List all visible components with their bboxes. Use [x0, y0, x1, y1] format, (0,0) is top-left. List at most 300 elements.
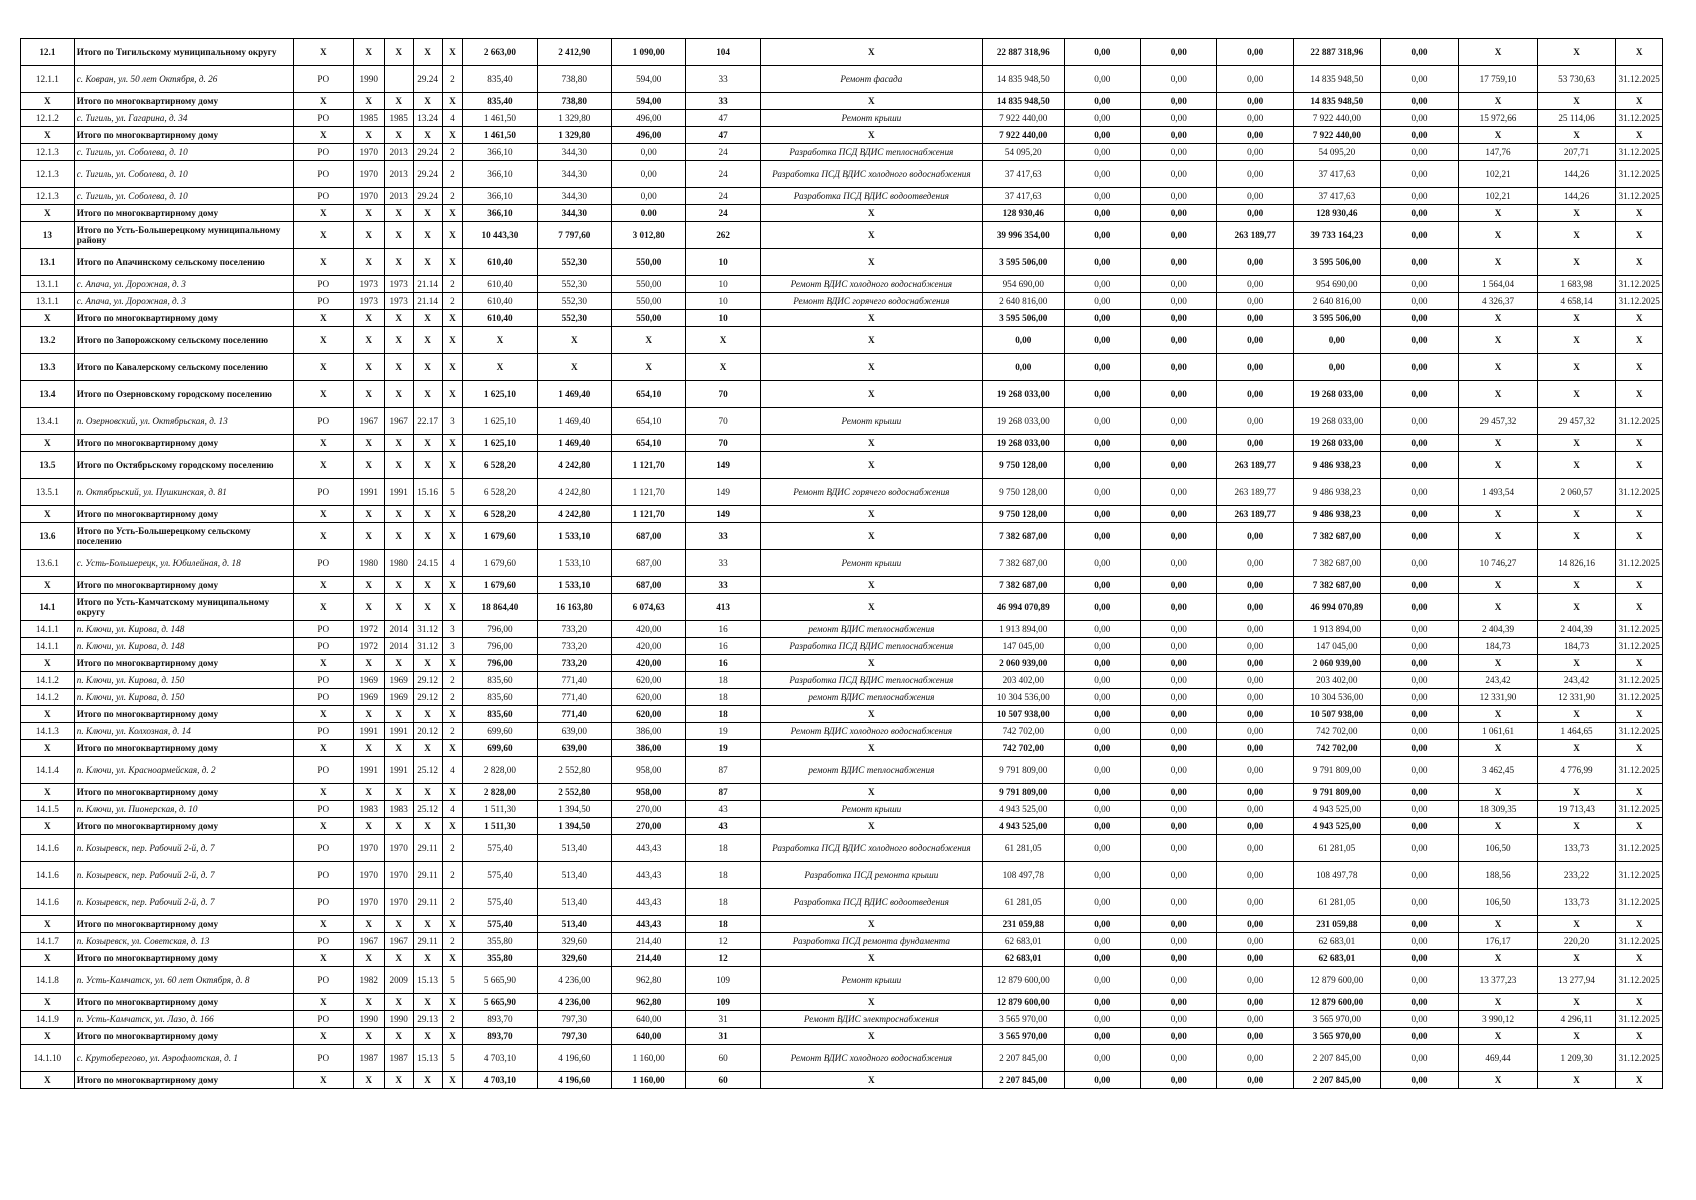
nonliving-area-cell: 620,00 [612, 706, 686, 723]
wall-material-cell: 31.12 [413, 638, 442, 655]
regional-funds-cell: 0,00 [1141, 66, 1217, 93]
address-cell: с. Апача, ул. Дорожная, д. 3 [74, 276, 293, 293]
other-funds-cell: 0,00 [1380, 452, 1459, 479]
federal-funds-cell: 0,00 [1064, 452, 1140, 479]
regional-funds-cell: 0,00 [1141, 1011, 1217, 1028]
total-area-cell: 366,10 [463, 161, 537, 188]
address-cell: Итого по многоквартирному дому [74, 127, 293, 144]
federal-funds-cell: 0,00 [1064, 723, 1140, 740]
deadline-cell: 31.12.2025 [1616, 276, 1663, 293]
row-number: 14.1.2 [21, 672, 75, 689]
federal-funds-cell: 0,00 [1064, 249, 1140, 276]
work-type-cell: Ремонт ВДИС горячего водоснабжения [760, 293, 982, 310]
municipal-funds-cell: 263 189,77 [1217, 452, 1293, 479]
unit-cost-cell: 1 493,54 [1459, 479, 1538, 506]
row-number: 12.1.3 [21, 161, 75, 188]
ownership-cell: X [293, 706, 353, 723]
address-cell: Итого по многоквартирному дому [74, 205, 293, 222]
other-funds-cell: 0,00 [1380, 479, 1459, 506]
year-built-cell: 1970 [353, 889, 384, 916]
year-commissioned-cell: X [384, 327, 413, 354]
year-commissioned-cell: X [384, 205, 413, 222]
floors-cell: 5 [442, 1045, 463, 1072]
floors-cell: X [442, 818, 463, 835]
work-type-cell: Ремонт крыши [760, 967, 982, 994]
ownership-cell: РО [293, 689, 353, 706]
unit-cost-cell: 10 746,27 [1459, 550, 1538, 577]
unit-cost-cell: X [1459, 740, 1538, 757]
row-number: X [21, 740, 75, 757]
year-built-cell: X [353, 452, 384, 479]
residents-cell: 70 [686, 435, 760, 452]
deadline-cell: X [1616, 381, 1663, 408]
row-number: X [21, 994, 75, 1011]
table-row [21, 672, 1663, 689]
work-type-cell: X [760, 916, 982, 933]
address-cell: с. Тигиль, ул. Соболева, д. 10 [74, 144, 293, 161]
wall-material-cell: X [413, 1072, 442, 1089]
deadline-cell: X [1616, 354, 1663, 381]
total-cost-cell: 7 922 440,00 [982, 127, 1064, 144]
regional-funds-cell: 0,00 [1141, 994, 1217, 1011]
table-row [21, 994, 1663, 1011]
row-number: X [21, 706, 75, 723]
year-built-cell: X [353, 784, 384, 801]
total-cost-cell: 14 835 948,50 [982, 66, 1064, 93]
nonliving-area-cell: 496,00 [612, 127, 686, 144]
total-cost-cell: 3 595 506,00 [982, 310, 1064, 327]
federal-funds-cell: 0,00 [1064, 889, 1140, 916]
table-row [21, 66, 1663, 93]
municipal-funds-cell: 0,00 [1217, 801, 1293, 818]
other-funds-cell: 0,00 [1380, 784, 1459, 801]
ownership-cell: РО [293, 862, 353, 889]
ownership-cell: X [293, 93, 353, 110]
total-cost-cell: 0,00 [982, 354, 1064, 381]
unit-cost-cell: 12 331,90 [1459, 689, 1538, 706]
work-type-cell: X [760, 818, 982, 835]
floors-cell: X [442, 1072, 463, 1089]
total-area-cell: 575,40 [463, 862, 537, 889]
residents-cell: 18 [686, 672, 760, 689]
living-area-cell: 4 236,00 [537, 967, 611, 994]
residents-cell: 24 [686, 161, 760, 188]
total-cost-cell: 7 922 440,00 [982, 110, 1064, 127]
year-built-cell: X [353, 222, 384, 249]
work-type-cell: Разработка ПСД ремонта крыши [760, 862, 982, 889]
unit-cost-cell: X [1459, 354, 1538, 381]
table-row [21, 784, 1663, 801]
residents-cell: 33 [686, 66, 760, 93]
living-area-cell: 1 533,10 [537, 523, 611, 550]
row-number: X [21, 205, 75, 222]
year-commissioned-cell: 1973 [384, 276, 413, 293]
year-commissioned-cell: 2014 [384, 621, 413, 638]
table-row [21, 222, 1663, 249]
max-unit-cost-cell: X [1537, 506, 1616, 523]
year-commissioned-cell: X [384, 310, 413, 327]
other-funds-cell: 0,00 [1380, 801, 1459, 818]
nonliving-area-cell: 550,00 [612, 310, 686, 327]
work-type-cell: Разработка ПСД ВДИС теплоснабжения [760, 672, 982, 689]
max-unit-cost-cell: X [1537, 1072, 1616, 1089]
address-cell: Итого по многоквартирному дому [74, 818, 293, 835]
deadline-cell: X [1616, 249, 1663, 276]
total-cost-cell: 37 417,63 [982, 188, 1064, 205]
ownership-cell: РО [293, 889, 353, 916]
total-area-cell: 10 443,30 [463, 222, 537, 249]
year-commissioned-cell: 1970 [384, 889, 413, 916]
row-number: 14.1.6 [21, 862, 75, 889]
address-cell: Итого по Запорожскому сельскому поселению [74, 327, 293, 354]
municipal-funds-cell: 0,00 [1217, 327, 1293, 354]
nonliving-area-cell: 962,80 [612, 994, 686, 1011]
residents-cell: 16 [686, 621, 760, 638]
ownership-cell: X [293, 381, 353, 408]
year-built-cell: X [353, 354, 384, 381]
residents-cell: 12 [686, 933, 760, 950]
max-unit-cost-cell: 144,26 [1537, 161, 1616, 188]
wall-material-cell: 25.12 [413, 801, 442, 818]
living-area-cell: 4 242,80 [537, 452, 611, 479]
regional-funds-cell: 0,00 [1141, 757, 1217, 784]
other-funds-cell: 0,00 [1380, 655, 1459, 672]
year-built-cell: 1969 [353, 689, 384, 706]
table-row [21, 276, 1663, 293]
max-unit-cost-cell: 144,26 [1537, 188, 1616, 205]
address-cell: с. Усть-Большерецк, ул. Юбилейная, д. 18 [74, 550, 293, 577]
year-commissioned-cell: X [384, 354, 413, 381]
year-built-cell: 1991 [353, 479, 384, 506]
federal-funds-cell: 0,00 [1064, 523, 1140, 550]
row-number: 13.6.1 [21, 550, 75, 577]
owner-funds-cell: 62 683,01 [1293, 950, 1380, 967]
unit-cost-cell: X [1459, 577, 1538, 594]
row-number: 12.1.3 [21, 144, 75, 161]
living-area-cell: 1 329,80 [537, 110, 611, 127]
residents-cell: 24 [686, 188, 760, 205]
regional-funds-cell: 0,00 [1141, 127, 1217, 144]
wall-material-cell: X [413, 310, 442, 327]
federal-funds-cell: 0,00 [1064, 222, 1140, 249]
living-area-cell: 552,30 [537, 249, 611, 276]
work-type-cell: Ремонт фасада [760, 66, 982, 93]
year-commissioned-cell: X [384, 93, 413, 110]
year-commissioned-cell: 2013 [384, 188, 413, 205]
work-type-cell: X [760, 127, 982, 144]
ownership-cell: X [293, 354, 353, 381]
living-area-cell: 639,00 [537, 723, 611, 740]
year-commissioned-cell: 2013 [384, 161, 413, 188]
nonliving-area-cell: 0.00 [612, 205, 686, 222]
nonliving-area-cell: 1 090,00 [612, 39, 686, 66]
residents-cell: 33 [686, 523, 760, 550]
total-cost-cell: 9 750 128,00 [982, 452, 1064, 479]
other-funds-cell: 0,00 [1380, 1011, 1459, 1028]
total-cost-cell: 62 683,01 [982, 933, 1064, 950]
max-unit-cost-cell: X [1537, 222, 1616, 249]
floors-cell: X [442, 249, 463, 276]
max-unit-cost-cell: 2 060,57 [1537, 479, 1616, 506]
floors-cell: X [442, 523, 463, 550]
federal-funds-cell: 0,00 [1064, 655, 1140, 672]
nonliving-area-cell: 640,00 [612, 1028, 686, 1045]
other-funds-cell: 0,00 [1380, 293, 1459, 310]
max-unit-cost-cell: X [1537, 784, 1616, 801]
owner-funds-cell: 62 683,01 [1293, 933, 1380, 950]
table-row [21, 381, 1663, 408]
residents-cell: 109 [686, 967, 760, 994]
year-built-cell: 1990 [353, 1011, 384, 1028]
regional-funds-cell: 0,00 [1141, 638, 1217, 655]
total-cost-cell: 61 281,05 [982, 835, 1064, 862]
owner-funds-cell: 9 486 938,23 [1293, 452, 1380, 479]
total-area-cell: 835,60 [463, 672, 537, 689]
row-number: X [21, 916, 75, 933]
floors-cell: 2 [442, 862, 463, 889]
row-number: 14.1.1 [21, 621, 75, 638]
ownership-cell: РО [293, 621, 353, 638]
municipal-funds-cell: 263 189,77 [1217, 506, 1293, 523]
wall-material-cell: 29.11 [413, 889, 442, 916]
deadline-cell: X [1616, 327, 1663, 354]
year-built-cell: 1985 [353, 110, 384, 127]
residents-cell: 413 [686, 594, 760, 621]
floors-cell: X [442, 1028, 463, 1045]
address-cell: Итого по Тигильскому муниципальному округу [74, 39, 293, 66]
total-cost-cell: 9 791 809,00 [982, 784, 1064, 801]
other-funds-cell: 0,00 [1380, 862, 1459, 889]
address-cell: п. Усть-Камчатск, ул. Лазо, д. 166 [74, 1011, 293, 1028]
max-unit-cost-cell: 19 713,43 [1537, 801, 1616, 818]
unit-cost-cell: 2 404,39 [1459, 621, 1538, 638]
residents-cell: 104 [686, 39, 760, 66]
table-row [21, 161, 1663, 188]
row-number: 12.1.2 [21, 110, 75, 127]
living-area-cell: 733,20 [537, 638, 611, 655]
year-built-cell: 1967 [353, 933, 384, 950]
ownership-cell: X [293, 310, 353, 327]
table-row [21, 1072, 1663, 1089]
year-built-cell: 1991 [353, 757, 384, 784]
total-cost-cell: 4 943 525,00 [982, 801, 1064, 818]
wall-material-cell: 31.12 [413, 621, 442, 638]
year-commissioned-cell: X [384, 435, 413, 452]
max-unit-cost-cell: 184,73 [1537, 638, 1616, 655]
nonliving-area-cell: 620,00 [612, 689, 686, 706]
municipal-funds-cell: 0,00 [1217, 835, 1293, 862]
federal-funds-cell: 0,00 [1064, 916, 1140, 933]
address-cell: п. Ключи, ул. Кирова, д. 148 [74, 621, 293, 638]
wall-material-cell: X [413, 506, 442, 523]
nonliving-area-cell: 1 121,70 [612, 506, 686, 523]
living-area-cell: 1 469,40 [537, 381, 611, 408]
year-built-cell: X [353, 1072, 384, 1089]
year-commissioned-cell: X [384, 523, 413, 550]
total-cost-cell: 2 207 845,00 [982, 1045, 1064, 1072]
floors-cell: 2 [442, 933, 463, 950]
regional-funds-cell: 0,00 [1141, 818, 1217, 835]
table-row [21, 1045, 1663, 1072]
table-row [21, 638, 1663, 655]
max-unit-cost-cell: 1 464,65 [1537, 723, 1616, 740]
total-area-cell: 893,70 [463, 1011, 537, 1028]
municipal-funds-cell: 0,00 [1217, 1072, 1293, 1089]
year-built-cell: X [353, 435, 384, 452]
total-cost-cell: 4 943 525,00 [982, 818, 1064, 835]
residents-cell: X [686, 327, 760, 354]
living-area-cell: 513,40 [537, 889, 611, 916]
floors-cell: 2 [442, 723, 463, 740]
owner-funds-cell: 1 913 894,00 [1293, 621, 1380, 638]
floors-cell: 2 [442, 889, 463, 916]
capital-repair-program-table [20, 38, 1663, 1089]
living-area-cell: 4 242,80 [537, 506, 611, 523]
unit-cost-cell: 184,73 [1459, 638, 1538, 655]
unit-cost-cell: X [1459, 818, 1538, 835]
total-area-cell: 366,10 [463, 144, 537, 161]
work-type-cell: X [760, 1072, 982, 1089]
owner-funds-cell: 3 595 506,00 [1293, 249, 1380, 276]
federal-funds-cell: 0,00 [1064, 39, 1140, 66]
unit-cost-cell: 176,17 [1459, 933, 1538, 950]
regional-funds-cell: 0,00 [1141, 93, 1217, 110]
address-cell: Итого по Кавалерскому сельскому поселению [74, 354, 293, 381]
wall-material-cell: X [413, 916, 442, 933]
address-cell: Итого по многоквартирному дому [74, 916, 293, 933]
total-area-cell: 796,00 [463, 638, 537, 655]
ownership-cell: X [293, 506, 353, 523]
living-area-cell: 344,30 [537, 144, 611, 161]
table-row [21, 408, 1663, 435]
wall-material-cell: 29.24 [413, 66, 442, 93]
owner-funds-cell: 203 402,00 [1293, 672, 1380, 689]
unit-cost-cell: X [1459, 784, 1538, 801]
deadline-cell: 31.12.2025 [1616, 862, 1663, 889]
nonliving-area-cell: 550,00 [612, 293, 686, 310]
address-cell: п. Ключи, ул. Кирова, д. 150 [74, 672, 293, 689]
living-area-cell: 552,30 [537, 293, 611, 310]
total-area-cell: 796,00 [463, 621, 537, 638]
nonliving-area-cell: 550,00 [612, 249, 686, 276]
regional-funds-cell: 0,00 [1141, 408, 1217, 435]
ownership-cell: X [293, 523, 353, 550]
year-commissioned-cell: X [384, 594, 413, 621]
other-funds-cell: 0,00 [1380, 835, 1459, 862]
residents-cell: 43 [686, 818, 760, 835]
federal-funds-cell: 0,00 [1064, 1011, 1140, 1028]
nonliving-area-cell: 958,00 [612, 757, 686, 784]
table-row [21, 950, 1663, 967]
total-area-cell: 1 679,60 [463, 523, 537, 550]
municipal-funds-cell: 0,00 [1217, 66, 1293, 93]
deadline-cell: X [1616, 577, 1663, 594]
total-area-cell: 6 528,20 [463, 506, 537, 523]
ownership-cell: X [293, 222, 353, 249]
year-built-cell: X [353, 506, 384, 523]
unit-cost-cell: 18 309,35 [1459, 801, 1538, 818]
address-cell: Итого по Апачинскому сельскому поселению [74, 249, 293, 276]
municipal-funds-cell: 0,00 [1217, 144, 1293, 161]
ownership-cell: X [293, 594, 353, 621]
owner-funds-cell: 742 702,00 [1293, 723, 1380, 740]
total-area-cell: 5 665,90 [463, 967, 537, 994]
table-row [21, 435, 1663, 452]
ownership-cell: X [293, 784, 353, 801]
nonliving-area-cell: 687,00 [612, 523, 686, 550]
work-type-cell: X [760, 950, 982, 967]
living-area-cell: 1 329,80 [537, 127, 611, 144]
total-area-cell: 699,60 [463, 740, 537, 757]
nonliving-area-cell: 550,00 [612, 276, 686, 293]
floors-cell: X [442, 706, 463, 723]
unit-cost-cell: 106,50 [1459, 835, 1538, 862]
total-cost-cell: 2 640 816,00 [982, 293, 1064, 310]
year-built-cell: X [353, 706, 384, 723]
max-unit-cost-cell: X [1537, 577, 1616, 594]
federal-funds-cell: 0,00 [1064, 144, 1140, 161]
owner-funds-cell: 147 045,00 [1293, 638, 1380, 655]
other-funds-cell: 0,00 [1380, 127, 1459, 144]
year-commissioned-cell: 2009 [384, 967, 413, 994]
max-unit-cost-cell: X [1537, 205, 1616, 222]
address-cell: Итого по многоквартирному дому [74, 1072, 293, 1089]
row-number: 13.1.1 [21, 293, 75, 310]
owner-funds-cell: 22 887 318,96 [1293, 39, 1380, 66]
owner-funds-cell: 3 565 970,00 [1293, 1011, 1380, 1028]
year-commissioned-cell: 2014 [384, 638, 413, 655]
regional-funds-cell: 0,00 [1141, 967, 1217, 994]
address-cell: с. Тигиль, ул. Соболева, д. 10 [74, 188, 293, 205]
table-row [21, 144, 1663, 161]
ownership-cell: РО [293, 933, 353, 950]
owner-funds-cell: 61 281,05 [1293, 835, 1380, 862]
work-type-cell: ремонт ВДИС теплоснабжения [760, 757, 982, 784]
ownership-cell: РО [293, 188, 353, 205]
floors-cell: 2 [442, 188, 463, 205]
living-area-cell: 1 533,10 [537, 550, 611, 577]
federal-funds-cell: 0,00 [1064, 435, 1140, 452]
owner-funds-cell: 108 497,78 [1293, 862, 1380, 889]
total-area-cell: 610,40 [463, 310, 537, 327]
other-funds-cell: 0,00 [1380, 276, 1459, 293]
address-cell: п. Козыревск, пер. Рабочий 2-й, д. 7 [74, 889, 293, 916]
municipal-funds-cell: 0,00 [1217, 39, 1293, 66]
floors-cell: 4 [442, 801, 463, 818]
total-area-cell: 6 528,20 [463, 452, 537, 479]
floors-cell: X [442, 577, 463, 594]
deadline-cell: 31.12.2025 [1616, 293, 1663, 310]
other-funds-cell: 0,00 [1380, 638, 1459, 655]
work-type-cell: Ремонт крыши [760, 408, 982, 435]
nonliving-area-cell: 6 074,63 [612, 594, 686, 621]
ownership-cell: РО [293, 757, 353, 784]
living-area-cell: 344,30 [537, 161, 611, 188]
table-row [21, 523, 1663, 550]
work-type-cell: X [760, 594, 982, 621]
address-cell: п. Ключи, ул. Кирова, д. 148 [74, 638, 293, 655]
owner-funds-cell: 3 565 970,00 [1293, 1028, 1380, 1045]
regional-funds-cell: 0,00 [1141, 39, 1217, 66]
owner-funds-cell: 9 791 809,00 [1293, 784, 1380, 801]
deadline-cell: 31.12.2025 [1616, 144, 1663, 161]
total-cost-cell: 12 879 600,00 [982, 994, 1064, 1011]
living-area-cell: 16 163,80 [537, 594, 611, 621]
ownership-cell: РО [293, 110, 353, 127]
regional-funds-cell: 0,00 [1141, 1028, 1217, 1045]
regional-funds-cell: 0,00 [1141, 655, 1217, 672]
row-number: X [21, 655, 75, 672]
